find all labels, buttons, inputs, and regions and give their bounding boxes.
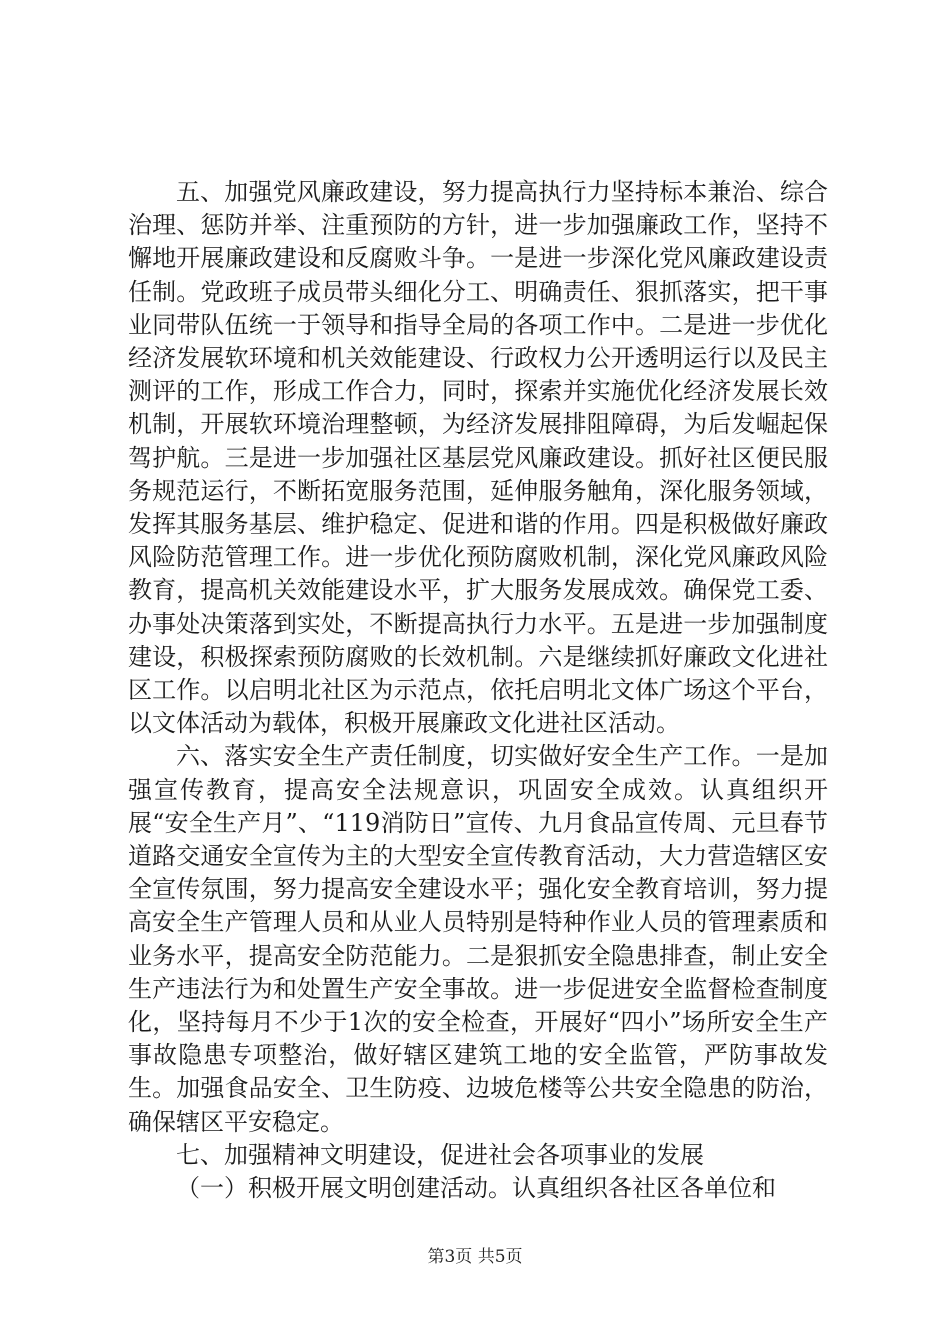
paragraph-civilization-activities: （一）积极开展文明创建活动。认真组织各社区各单位和 [176,1174,776,1203]
paragraph-party-integrity: 五、加强党风廉政建设，努力提高执行力坚持标本兼治、综合治理、惩防并举、注重预防的方针，进一步加强廉政工作，坚持不懈地开展廉政建设和反腐败斗争。一是进一步深化党风廉政建设责任制。党政班子成员带头细化分工、明确责任、狠抓落实，把干事业同带队伍统一于领导和指导全局的各项工作中。二是进一步优化经济发展软环境和机关效能建设、行政权力公开透明运行以及民主测评的工作，形成工作合力，同时，探索并实施优化经济发展长效机制，开展软环境治理整顿，为经济发展排阻障碍，为后发崛起保驾护航。三是进一步加强社区基层党风廉政建设。抓好社区便民服务规范运行，不断拓宽服务范围，延伸服务触角，深化服务领域，发挥其服务基层、维护稳定、促进和谐的作用。四是积极做好廉政风险防范管理工作。进一步优化预防腐败机制，深化党风廉政风险教育，提高机关效能建设水平，扩大服务发展成效。确保党工委、办事处决策落到实处，不断提高执行力水平。五是进一步加强制度建设，积极探索预防腐败的长效机制。六是继续抓好廉政文化进社区工作。以启明北社区为示范点，依托启明北文体广场这个平台，以文体活动为载体，积极开展廉政文化进社区活动。 [128,178,828,738]
page-footer: 第3页 共5页 [427,1247,523,1267]
document-body [128,176,828,1205]
paragraph-production-safety: 六、落实安全生产责任制度，切实做好安全生产工作。一是加强宣传教育，提高安全法规意识，巩固安全成效。认真组织开展“安全生产月”、“119消防日”宣传、九月食品宣传周、元旦春节道路交通安全宣传为主的大型安全宣传教育活动，大力营造辖区安全宣传氛围，努力提高安全建设水平；强化安全教育培训，努力提高安全生产管理人员和从业人员特别是特种作业人员的管理素质和业务水平，提高安全防范能力。二是狠抓安全隐患排查，制止安全生产违法行为和处置生产安全事故。进一步促进安全监督检查制度化，坚持每月不少于1次的安全检查，开展好“四小”场所安全生产事故隐患专项整治，做好辖区建筑工地的安全监管，严防事故发生。加强食品安全、卫生防疫、边坡危楼等公共安全隐患的防治，确保辖区平安稳定。 [128,742,828,1136]
paragraph-civilization-heading: 七、加强精神文明建设，促进社会各项事业的发展 [176,1140,704,1169]
